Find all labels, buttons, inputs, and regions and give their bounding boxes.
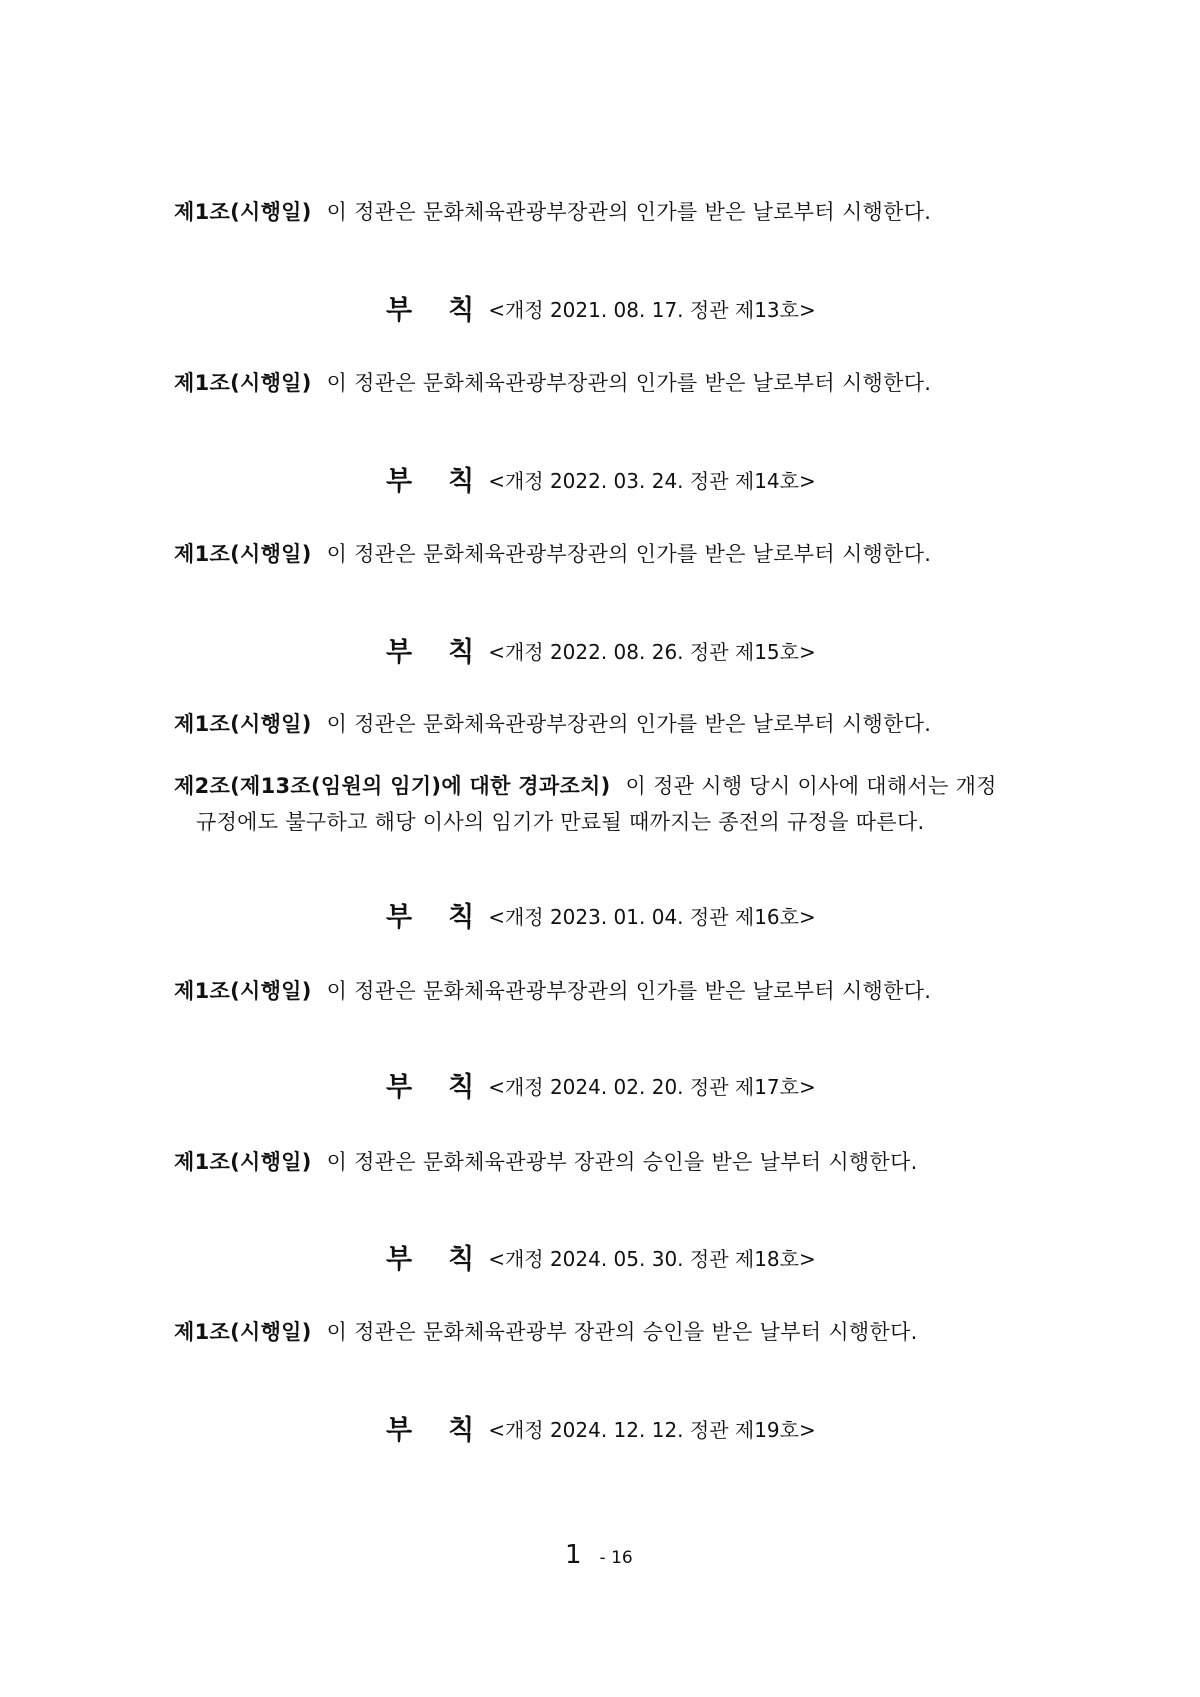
addenda-title-char-1: 부 <box>386 466 413 497</box>
article-enforcement-date <box>174 973 1054 1009</box>
addenda-title-char-2: 칙 <box>448 466 475 497</box>
addenda-title-char-2: 칙 <box>448 1415 475 1446</box>
article-enforcement-date <box>174 1144 1054 1180</box>
addenda-title-char-1: 부 <box>386 295 413 326</box>
article-enforcement-date <box>174 1314 1054 1350</box>
page-number-current: 1 <box>565 1540 582 1570</box>
addenda-title-char-1: 부 <box>386 902 413 933</box>
addenda-title <box>386 898 474 938</box>
article-text: 이 정관은 문화체육관광부장관의 인가를 받은 날로부터 시행한다. <box>326 371 932 395</box>
article-heading: 제1조(시행일) <box>174 979 312 1003</box>
article-text-continuation: 규정에도 불구하고 해당 이사의 임기가 만료될 때까지는 종전의 규정을 따른다. <box>196 810 925 834</box>
article-text: 이 정관은 문화체육관광부장관의 인가를 받은 날로부터 시행한다. <box>326 542 932 566</box>
addenda-heading <box>386 1410 816 1454</box>
revision-note: <개정 2024. 12. 12. 정관 제19호> <box>488 1418 816 1442</box>
revision-note: <개정 2022. 03. 24. 정관 제14호> <box>488 469 816 493</box>
article-text: 이 정관은 문화체육관광부장관의 인가를 받은 날로부터 시행한다. <box>326 979 932 1003</box>
addenda-title <box>386 291 474 331</box>
addenda-title <box>386 462 474 502</box>
addenda-heading <box>386 1067 816 1111</box>
addenda-title-char-2: 칙 <box>448 1244 475 1275</box>
article-text: 이 정관은 문화체육관광부 장관의 승인을 받은 날부터 시행한다. <box>326 1320 918 1344</box>
article-heading: 제1조(시행일) <box>174 712 312 736</box>
addenda-heading <box>386 897 816 941</box>
addenda-title-char-2: 칙 <box>448 902 475 933</box>
addenda-title-char-1: 부 <box>386 1244 413 1275</box>
addenda-title <box>386 1240 474 1280</box>
article-text: 이 정관은 문화체육관광부 장관의 승인을 받은 날부터 시행한다. <box>326 1150 918 1174</box>
addenda-heading <box>386 290 816 334</box>
article-enforcement-date <box>174 536 1054 572</box>
revision-note: <개정 2024. 02. 20. 정관 제17호> <box>488 1075 816 1099</box>
article-text: 이 정관은 문화체육관광부장관의 인가를 받은 날로부터 시행한다. <box>326 712 932 736</box>
addenda-heading <box>386 461 816 505</box>
addenda-title-char-2: 칙 <box>448 295 475 326</box>
addenda-heading <box>386 1239 816 1283</box>
revision-note: <개정 2023. 01. 04. 정관 제16호> <box>488 905 816 929</box>
page-number <box>565 1540 633 1570</box>
addenda-title <box>386 1068 474 1108</box>
addenda-title-char-1: 부 <box>386 637 413 668</box>
article-heading: 제1조(시행일) <box>174 542 312 566</box>
article-heading: 제2조(제13조(임원의 임기)에 대한 경과조치) <box>174 774 611 798</box>
page-number-total: - 16 <box>599 1548 633 1568</box>
article-text: 이 정관 시행 당시 이사에 대해서는 개정 <box>625 774 997 798</box>
article-text: 이 정관은 문화체육관광부장관의 인가를 받은 날로부터 시행한다. <box>326 200 932 224</box>
addenda-heading <box>386 632 816 676</box>
article-enforcement-date <box>174 706 1054 742</box>
addenda-title-char-2: 칙 <box>448 637 475 668</box>
revision-note: <개정 2024. 05. 30. 정관 제18호> <box>488 1247 816 1271</box>
addenda-title-char-2: 칙 <box>448 1072 475 1103</box>
revision-note: <개정 2021. 08. 17. 정관 제13호> <box>488 298 816 322</box>
article-heading: 제1조(시행일) <box>174 200 312 224</box>
article-transitional-measure <box>174 768 1054 840</box>
article-heading: 제1조(시행일) <box>174 371 312 395</box>
article-enforcement-date <box>174 365 1054 401</box>
addenda-title <box>386 1411 474 1451</box>
article-heading: 제1조(시행일) <box>174 1320 312 1344</box>
revision-note: <개정 2022. 08. 26. 정관 제15호> <box>488 640 816 664</box>
addenda-title-char-1: 부 <box>386 1415 413 1446</box>
addenda-title <box>386 633 474 673</box>
article-heading: 제1조(시행일) <box>174 1150 312 1174</box>
addenda-title-char-1: 부 <box>386 1072 413 1103</box>
article-enforcement-date <box>174 194 1054 230</box>
